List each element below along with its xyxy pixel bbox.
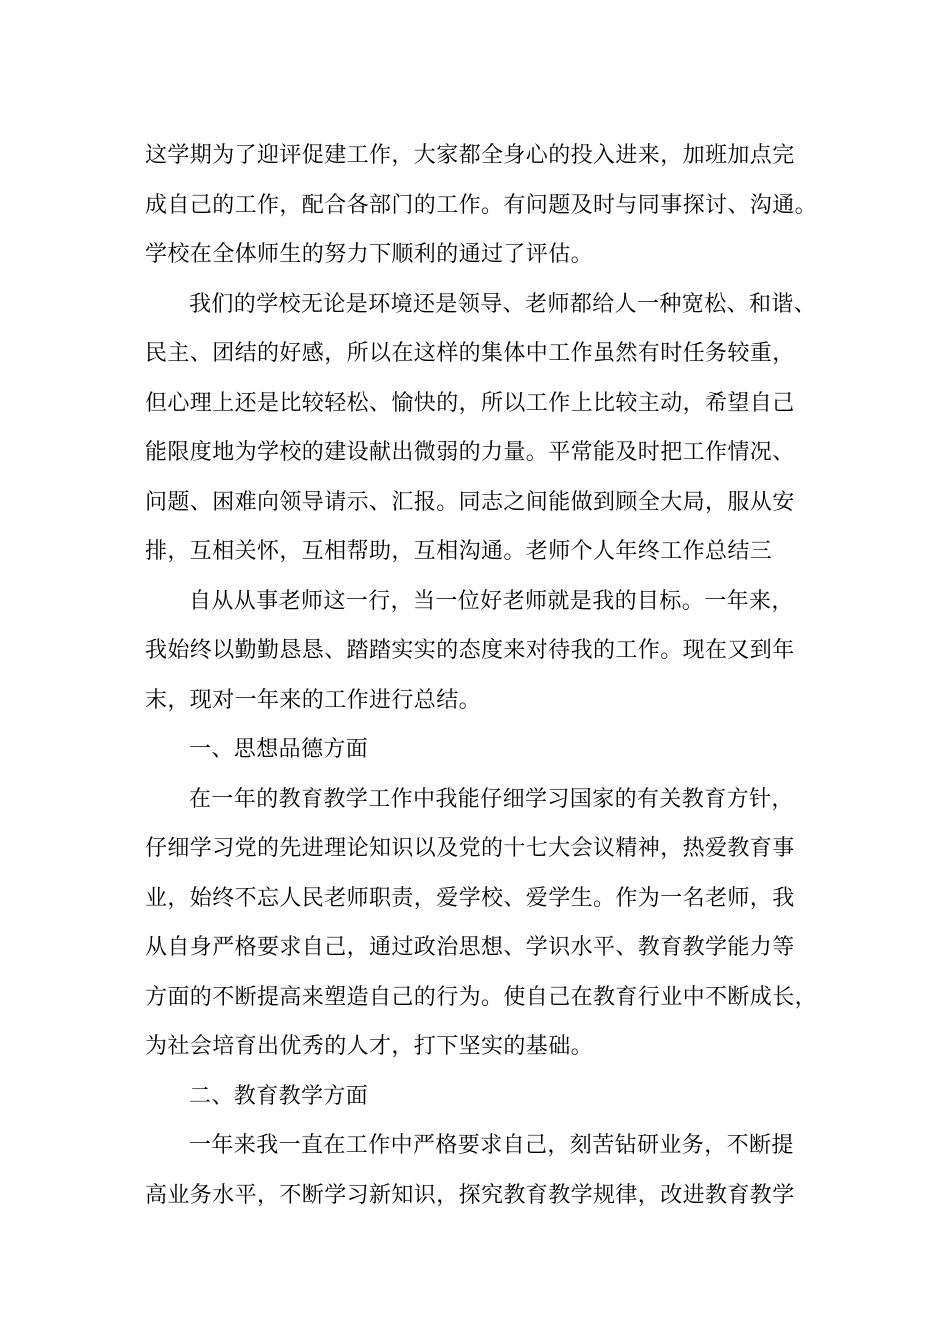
text-line: 民主、团结的好感，所以在这样的集体中工作虽然有时任务较重， xyxy=(145,341,795,366)
text-line: 一、思想品德方面 xyxy=(189,737,369,762)
text-line: 业，始终不忘人民老师职责，爱学校、爱学生。作为一名老师，我 xyxy=(145,885,795,911)
text-line: 末，现对一年来的工作进行总结。 xyxy=(145,687,482,713)
text-line: 问题、困难向领导请示、汇报。同志之间能做到顾全大局，服从安 xyxy=(145,489,795,515)
document-body xyxy=(145,131,845,1220)
text-line: 从自身严格要求自己，通过政治思想、学识水平、教育教学能力等 xyxy=(145,935,795,960)
text-line: 学校在全体师生的努力下顺利的通过了评估。 xyxy=(145,242,594,267)
text-line: 高业务水平，不断学习新知识，探究教育教学规律，改进教育教学 xyxy=(145,1182,795,1208)
text-line: 我们的学校无论是环境还是领导、老师都给人一种宽松、和谐、 xyxy=(189,291,817,317)
text-line: 成自己的工作，配合各部门的工作。有问题及时与同事探讨、沟通。 xyxy=(145,192,818,218)
text-line: 能限度地为学校的建设献出微弱的力量。平常能及时把工作情况、 xyxy=(145,440,795,465)
text-line: 为社会培育出优秀的人才，打下坚实的基础。 xyxy=(145,1034,594,1059)
text-line: 排，互相关怀，互相帮助，互相沟通。老师个人年终工作总结三 xyxy=(145,539,773,564)
text-line: 在一年的教育教学工作中我能仔细学习国家的有关教育方针， xyxy=(189,786,794,812)
text-line: 二、教育教学方面 xyxy=(189,1083,369,1109)
text-line: 我始终以勤勤恳恳、踏踏实实的态度来对待我的工作。现在又到年 xyxy=(145,638,795,663)
text-line: 但心理上还是比较轻松、愉快的，所以工作上比较主动，希望自己 xyxy=(145,390,795,416)
text-line: 方面的不断提高来塑造自己的行为。使自己在教育行业中不断成长， xyxy=(145,984,818,1010)
text-line: 仔细学习党的先进理论知识以及党的十七大会议精神，热爱教育事 xyxy=(145,836,795,861)
text-line: 一年来我一直在工作中严格要求自己，刻苦钻研业务，不断提 xyxy=(189,1133,794,1158)
text-line: 这学期为了迎评促建工作，大家都全身心的投入进来，加班加点完 xyxy=(145,143,795,168)
text-line: 自从从事老师这一行，当一位好老师就是我的目标。一年来， xyxy=(189,588,794,614)
